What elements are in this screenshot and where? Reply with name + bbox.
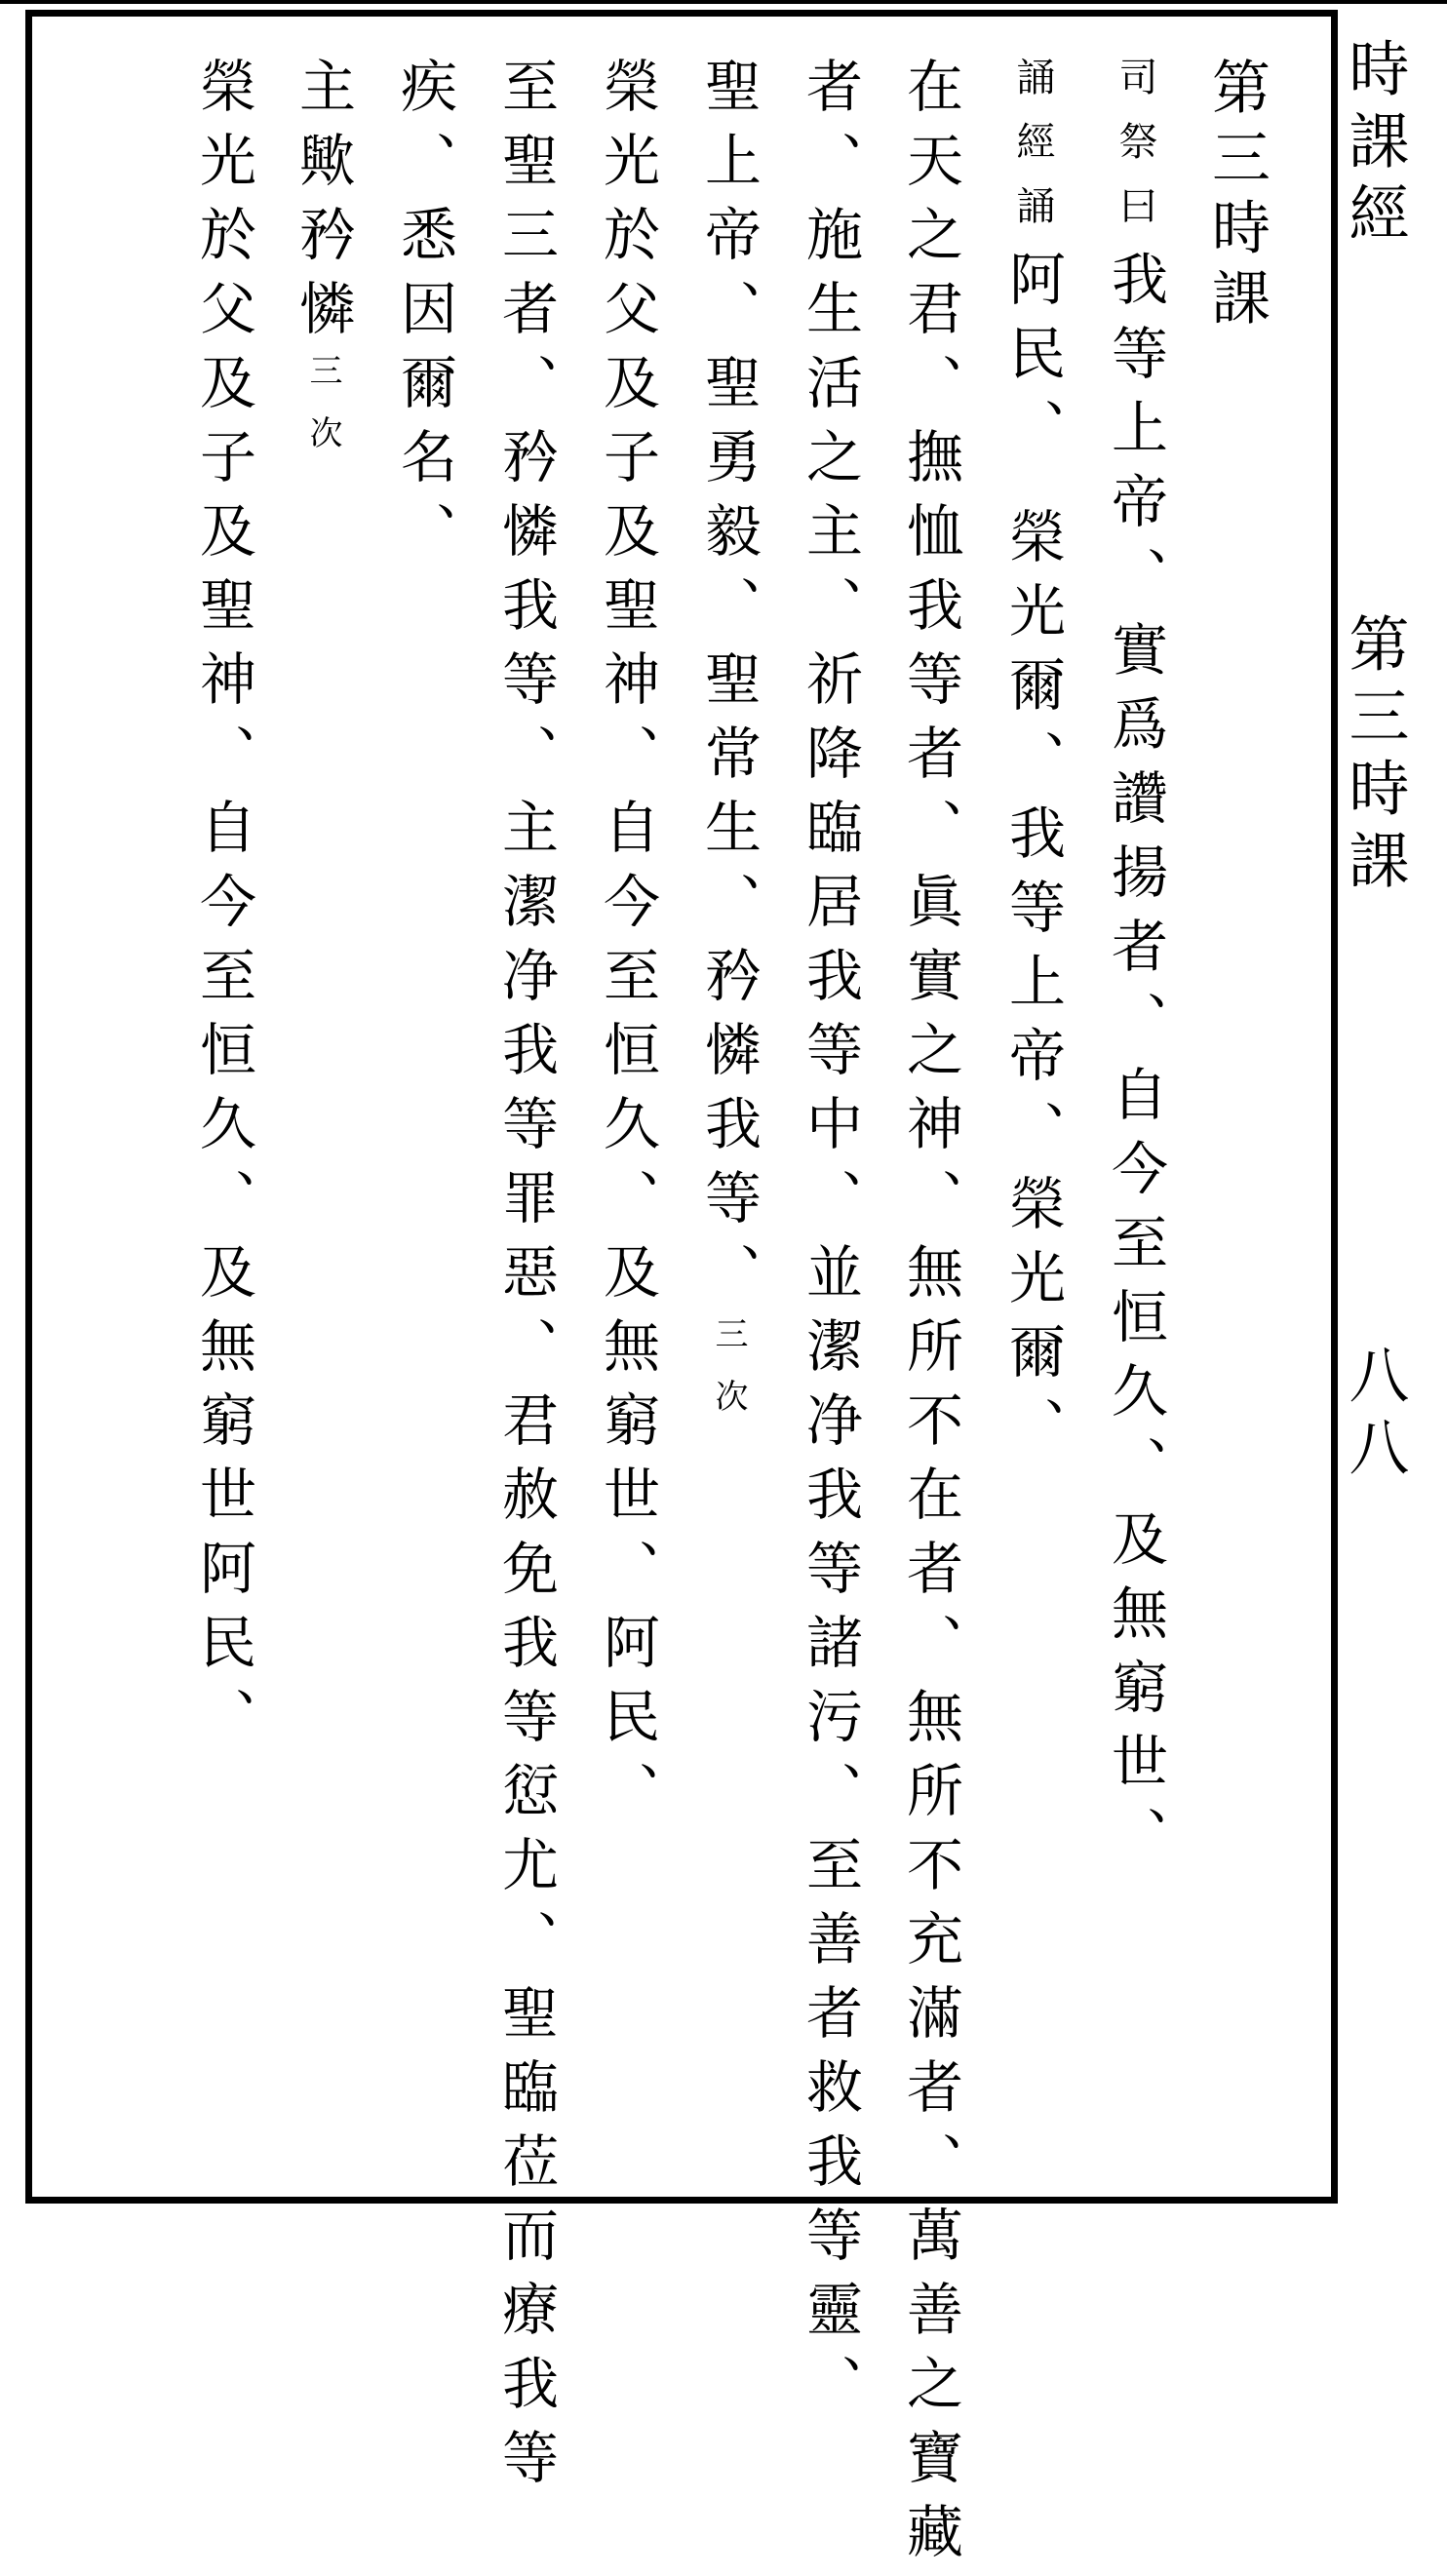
reader-glory: 榮光爾、我等上帝、榮光爾、 (999, 507, 1066, 1470)
rubric-reader-2: 誦 (1010, 185, 1055, 250)
margin-page-number: 八八 (1339, 1344, 1410, 1488)
doxology-2: 榮光於父及子及聖神、自今至恒久、及無窮世阿民、 (190, 57, 256, 1761)
kyrie-text: 主歟矜憐 (290, 57, 356, 353)
reader-amen: 阿民、 (999, 250, 1066, 472)
rubric-reader: 誦經 (1010, 57, 1055, 185)
priest-column (1102, 57, 1168, 1880)
trinity-prayer-line-2: 疾、悉因爾名、 (391, 57, 457, 575)
prayer-line-2: 者、施生活之主、祈降臨居我等中、並潔净我等諸污、至善者救我等靈、 (797, 57, 863, 2428)
margin-section-title: 第三時課 (1339, 612, 1410, 901)
kyrie-column (290, 57, 356, 478)
doxology-1: 榮光於父及子及聖神、自今至恒久、及無窮世、阿民、 (594, 57, 660, 1835)
section-heading: 第三時課 (1202, 57, 1271, 337)
trinity-prayer-line-1: 至聖三者、矜憐我等、主潔净我等罪惡、君赦免我等愆尤、聖臨莅而療我等 (492, 57, 559, 2502)
trisagion-text: 聖上帝、聖勇毅、聖常生、矜憐我等、 (695, 57, 762, 1316)
reader-column (999, 57, 1066, 1470)
priest-exclamation: 我等上帝、實爲讚揚者、自今至恒久、及無窮世、 (1102, 250, 1168, 1880)
margin-book-title: 時課經 (1339, 37, 1410, 254)
prayer-line-1: 在天之君、撫恤我等者、眞實之神、無所不在者、無所不充滿者、萬善之寶藏 (897, 57, 963, 2576)
top-rule (0, 0, 1447, 4)
trisagion-column (695, 57, 762, 1441)
rubric-priest: 司祭曰 (1113, 57, 1157, 250)
kyrie-note: 三次 (303, 353, 342, 478)
trisagion-note: 三次 (709, 1316, 748, 1441)
